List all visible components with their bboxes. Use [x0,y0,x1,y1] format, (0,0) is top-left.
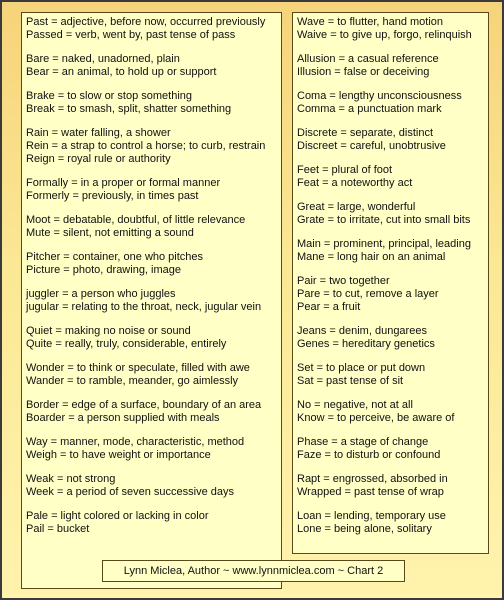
word-pair-group [26,90,281,116]
author-footer: Lynn Miclea, Author ~ www.lynnmiclea.com ~ Chart 2 [102,560,405,582]
definition-line: Weak = not strong [26,473,116,485]
definition-line: juggler = a person who juggles [26,288,176,300]
word-pair-group [297,399,488,425]
word-pair-group [297,473,488,499]
left-word-column [21,12,282,589]
definition-line: Passed = verb, went by, past tense of pass [26,29,236,41]
definition-line: Coma = lengthy unconsciousness [297,90,462,102]
definition-line: Way = manner, mode, characteristic, method [26,436,245,448]
definition-line: Mane = long hair on an animal [297,251,446,263]
word-pair-group [26,288,281,314]
definition-line: Bear = an animal, to hold up or support [26,66,217,78]
word-pair-group [26,436,281,462]
definition-line: Wonder = to think or speculate, filled with awe [26,362,250,374]
word-pair-group [297,201,488,227]
definition-line: Comma = a punctuation mark [297,103,442,115]
definition-line: Loan = lending, temporary use [297,510,446,522]
definition-line: Illusion = false or deceiving [297,66,430,78]
definition-line: Lone = being alone, solitary [297,523,432,535]
word-pair-group [297,510,488,536]
definition-line: Past = adjective, before now, occurred previously [26,16,266,28]
definition-line: jugular = relating to the throat, neck, jugular vein [26,301,262,313]
definition-line: Brake = to slow or stop something [26,90,192,102]
word-pair-group [297,362,488,388]
definition-line: Discreet = careful, unobtrusive [297,140,446,152]
definition-line: Rein = a strap to control a horse; to curb, restrain [26,140,266,152]
definition-line: Discrete = separate, distinct [297,127,434,139]
word-pair-group [26,251,281,277]
word-pair-group [26,473,281,499]
definition-line: Faze = to disturb or confound [297,449,441,461]
word-pair-group [297,90,488,116]
definition-line: Feet = plural of foot [297,164,393,176]
definition-line: Picture = photo, drawing, image [26,264,182,276]
definition-line: Pare = to cut, remove a layer [297,288,439,300]
word-pair-group [297,436,488,462]
word-pair-group [297,325,488,351]
definition-line: Mute = silent, not emitting a sound [26,227,194,239]
definition-line: Set = to place or put down [297,362,426,374]
definition-line: Reign = royal rule or authority [26,153,171,165]
definition-line: Formally = in a proper or formal manner [26,177,221,189]
definition-line: Allusion = a casual reference [297,53,439,65]
definition-line: Pear = a fruit [297,301,361,313]
definition-line: Quite = really, truly, considerable, entirely [26,338,227,350]
definition-line: Know = to perceive, be aware of [297,412,455,424]
definition-line: Phase = a stage of change [297,436,429,448]
word-pair-group [297,16,488,42]
word-pair-group [297,53,488,79]
definition-line: Formerly = previously, in times past [26,190,199,202]
definition-line: Moot = debatable, doubtful, of little relevance [26,214,246,226]
definition-line: Wrapped = past tense of wrap [297,486,444,498]
definition-line: Weigh = to have weight or importance [26,449,211,461]
definition-line: Boarder = a person supplied with meals [26,412,220,424]
definition-line: Border = edge of a surface, boundary of an area [26,399,262,411]
definition-line: Break = to smash, split, shatter something [26,103,232,115]
word-pair-group [297,238,488,264]
word-pair-group [26,16,281,42]
word-pair-group [26,325,281,351]
word-pair-group [26,53,281,79]
definition-line: Rapt = engrossed, absorbed in [297,473,448,485]
definition-line: Sat = past tense of sit [297,375,404,387]
word-pair-group [26,214,281,240]
definition-line: Wander = to ramble, meander, go aimlessly [26,375,239,387]
definition-line: Week = a period of seven successive days [26,486,234,498]
definition-line: Jeans = denim, dungarees [297,325,427,337]
definition-line: Waive = to give up, forgo, relinquish [297,29,472,41]
word-pair-group [26,127,281,166]
word-pair-group [297,275,488,314]
definition-line: No = negative, not at all [297,399,413,411]
definition-line: Pale = light colored or lacking in color [26,510,209,522]
word-pair-group [26,362,281,388]
word-pair-group [26,510,281,536]
definition-line: Grate = to irritate, cut into small bits [297,214,471,226]
definition-line: Pitcher = container, one who pitches [26,251,204,263]
definition-line: Bare = naked, unadorned, plain [26,53,180,65]
word-pair-group [26,177,281,203]
definition-line: Main = prominent, principal, leading [297,238,471,250]
definition-line: Quiet = making no noise or sound [26,325,191,337]
word-pair-group [297,164,488,190]
definition-line: Genes = hereditary genetics [297,338,435,350]
definition-line: Rain = water falling, a shower [26,127,171,139]
definition-line: Pair = two together [297,275,390,287]
definition-line: Wave = to flutter, hand motion [297,16,444,28]
definition-line: Great = large, wonderful [297,201,416,213]
word-pair-group [297,127,488,153]
right-word-column [292,12,489,554]
definition-line: Pail = bucket [26,523,90,535]
definition-line: Feat = a noteworthy act [297,177,413,189]
word-pair-group [26,399,281,425]
